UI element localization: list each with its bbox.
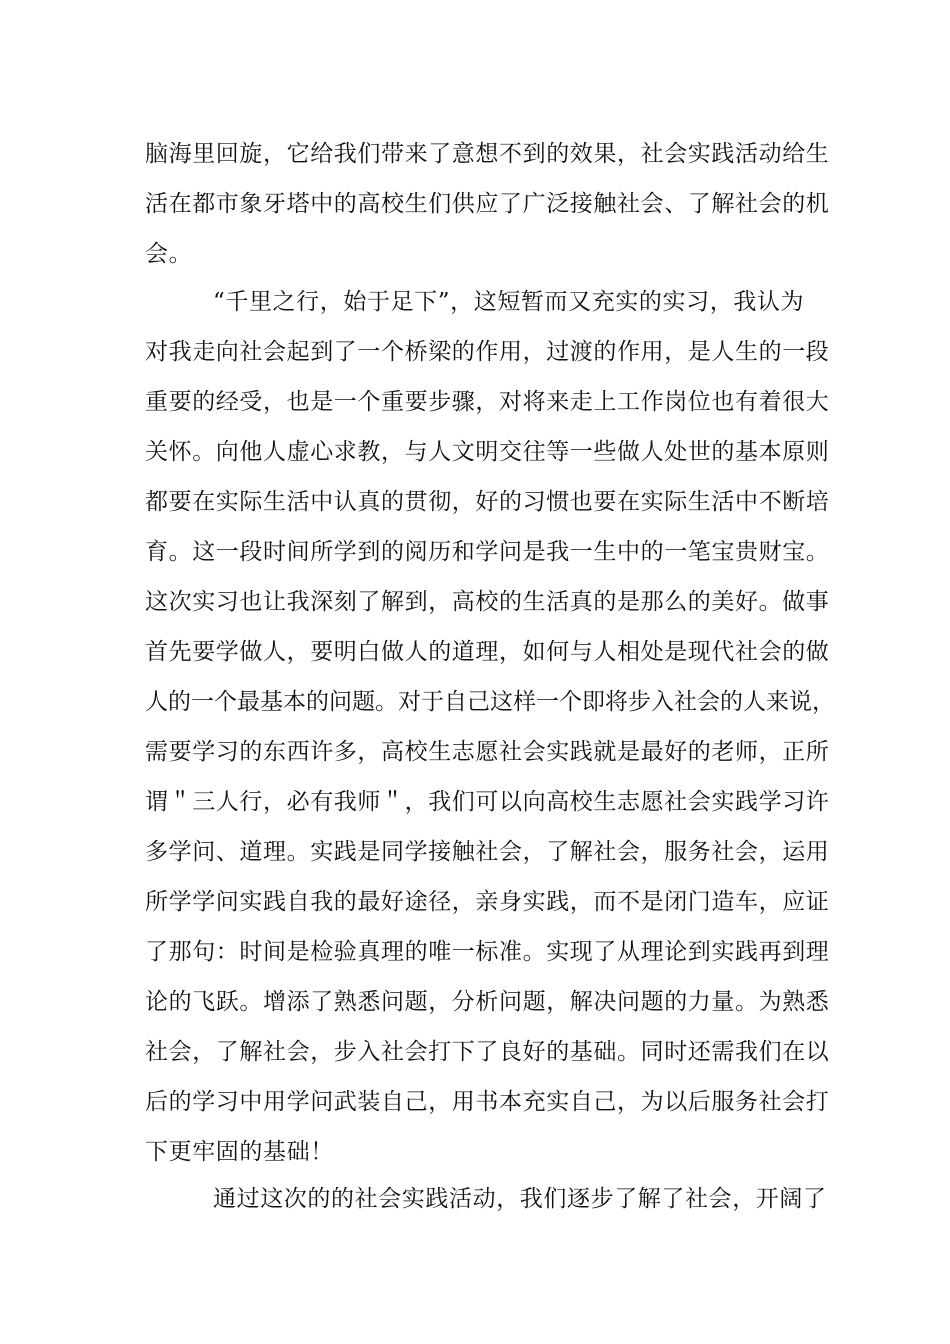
text-line: 后的学习中用学问武装自己，用书本充实自己，为以后服务社会打 (145, 1089, 830, 1115)
text-line: 对我走向社会起到了一个桥梁的作用，过渡的作用，是人生的一段 (145, 339, 830, 365)
text-line: 了那句：时间是检验真理的唯一标准。实现了从理论到实践再到理 (145, 939, 830, 965)
text-line: 下更牢固的基础！ (145, 1139, 334, 1165)
text-line: 首先要学做人，要明白做人的道理，如何与人相处是现代社会的做 (145, 639, 830, 665)
text-line: 活在都市象牙塔中的高校生们供应了广泛接触社会、了解社会的机 (145, 191, 830, 217)
text-line: 会。 (145, 241, 193, 267)
text-line: 重要的经受，也是一个重要步骤，对将来走上工作岗位也有着很大 (145, 389, 830, 415)
text-line: 社会，了解社会，步入社会打下了良好的基础。同时还需我们在以 (145, 1039, 830, 1065)
text-line: 所学学问实践自我的最好途径，亲身实践，而不是闭门造车，应证 (145, 889, 830, 915)
text-line: 论的飞跃。增添了熟悉问题，分析问题，解决问题的力量。为熟悉 (145, 989, 830, 1015)
text-line: 这次实习也让我深刻了解到，高校的生活真的是那么的美好。做事 (145, 589, 830, 615)
text-line: 都要在实际生活中认真的贯彻，好的习惯也要在实际生活中不断培 (145, 489, 830, 515)
text-line: 育。这一段时间所学到的阅历和学问是我一生中的一笔宝贵财宝。 (145, 539, 830, 565)
text-line: 关怀。向他人虚心求教，与人文明交往等一些做人处世的基本原则 (145, 439, 830, 465)
paragraph-first-line: 通过这次的的社会实践活动，我们逐步了解了社会，开阔了 (213, 1186, 827, 1212)
text-line: 谓＂三人行，必有我师＂，我们可以向高校生志愿社会实践学习许 (145, 789, 830, 815)
text-line: 脑海里回旋，它给我们带来了意想不到的效果，社会实践活动给生 (145, 141, 830, 167)
text-line: 需要学习的东西许多，高校生志愿社会实践就是最好的老师，正所 (145, 739, 830, 765)
text-line: 人的一个最基本的问题。对于自己这样一个即将步入社会的人来说， (145, 689, 835, 715)
text-line: 多学问、道理。实践是同学接触社会，了解社会，服务社会，运用 (145, 839, 830, 865)
paragraph-first-line: “千里之行，始于足下”，这短暂而又充实的实习，我认为 (213, 289, 805, 315)
